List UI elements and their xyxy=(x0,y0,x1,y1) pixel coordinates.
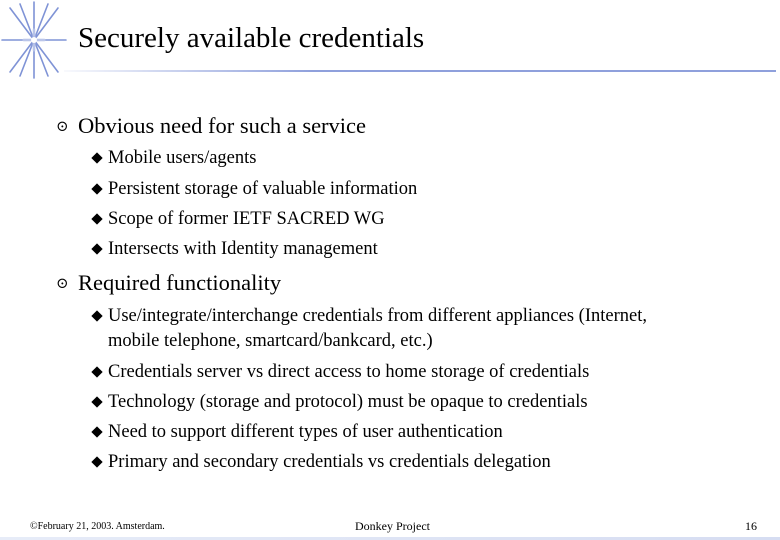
list-item xyxy=(108,451,551,473)
circle-bullet-icon: ⊙ xyxy=(56,119,69,135)
list-item xyxy=(108,208,385,230)
diamond-bullet-icon xyxy=(91,456,102,467)
list-item-text: Intersects with Identity management xyxy=(108,239,378,259)
diamond-bullet-icon xyxy=(91,426,102,437)
section-heading-text: Required functionality xyxy=(78,270,282,295)
list-item xyxy=(108,238,378,260)
list-item-text: Use/integrate/interchange credentials from different appliances (Internet, xyxy=(108,306,647,326)
footer-date: ©February 21, 2003. Amsterdam. xyxy=(30,521,165,532)
slide-title: Securely available credentials xyxy=(78,22,425,54)
diamond-bullet-icon xyxy=(91,152,102,163)
list-item xyxy=(108,147,257,169)
list-item-text: mobile telephone, smartcard/bankcard, etc.) xyxy=(108,331,433,351)
diamond-bullet-icon xyxy=(91,243,102,254)
diamond-bullet-icon xyxy=(91,213,102,224)
diamond-bullet-icon xyxy=(91,366,102,377)
list-item-text: Mobile users/agents xyxy=(108,148,257,168)
section-heading xyxy=(56,113,367,139)
circle-bullet-icon: ⊙ xyxy=(56,276,69,292)
section-heading xyxy=(56,270,282,296)
list-item xyxy=(108,391,588,413)
list-item xyxy=(108,305,647,327)
list-item-text: Primary and secondary credentials vs credentials delegation xyxy=(108,452,551,472)
list-item-text: Need to support different types of user authentication xyxy=(108,422,503,442)
list-item-continuation xyxy=(108,330,433,352)
section-heading-text: Obvious need for such a service xyxy=(78,113,367,138)
list-item xyxy=(108,361,589,383)
diamond-bullet-icon xyxy=(91,396,102,407)
list-item-text: Scope of former IETF SACRED WG xyxy=(108,209,385,229)
list-item-text: Persistent storage of valuable information xyxy=(108,179,418,199)
list-item xyxy=(108,421,503,443)
diamond-bullet-icon xyxy=(91,310,102,321)
list-item xyxy=(108,178,417,200)
footer-project: Donkey Project xyxy=(355,519,430,533)
list-item-text: Technology (storage and protocol) must be opaque to credentials xyxy=(108,392,588,412)
starburst-logo-icon xyxy=(0,0,78,80)
page-number: 16 xyxy=(745,519,757,533)
diamond-bullet-icon xyxy=(91,183,102,194)
list-item-text: Credentials server vs direct access to home storage of credentials xyxy=(108,362,590,382)
title-divider xyxy=(64,70,776,72)
